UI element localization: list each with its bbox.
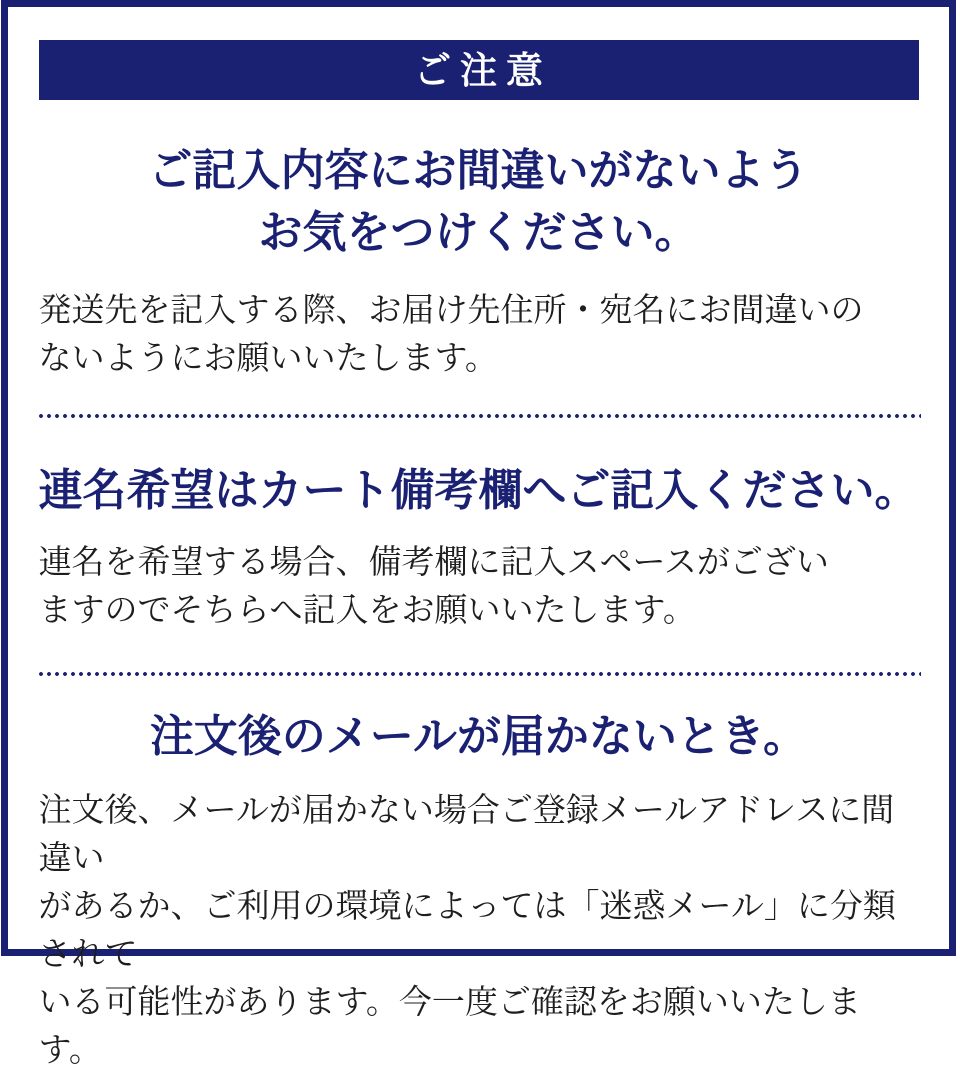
notice-header-bar (39, 40, 919, 100)
section-email-not-received-heading (8, 706, 949, 768)
heading-line: ご記入内容にお間違いがないよう (148, 146, 809, 195)
body-line: 注文後、メールが届かない場合ご登録メールアドレスに間違い (38, 791, 895, 876)
body-line: があるか、ご利用の環境によっては「迷惑メール」に分類されて (38, 887, 896, 972)
card-content (8, 7, 949, 1068)
body-line: 連名を希望する場合、備考欄に記入スペースがござい (38, 543, 829, 580)
notice-title: ご注意 (414, 49, 552, 91)
section-entry-check-body (39, 286, 919, 382)
section-entry-check (8, 100, 949, 382)
heading-line: お気をつけください。 (258, 208, 699, 257)
body-line: ますのでそちらへ記入をお願いいたします。 (38, 591, 696, 628)
section-joint-names (8, 418, 949, 634)
section-email-not-received-body (39, 786, 919, 1074)
section-joint-names-body (39, 538, 919, 634)
section-entry-check-heading (8, 140, 949, 264)
heading-line: 連名希望はカート備考欄へご記入ください。 (38, 466, 919, 515)
body-line: ないようにお願いいたします。 (38, 339, 498, 376)
section-joint-names-heading (8, 460, 949, 522)
body-line: 発送先を記入する際、お届け先住所・宛名にお間違いの (38, 291, 864, 328)
body-line: いる可能性があります。今一度ご確認をお願いいたします。 (38, 983, 861, 1068)
section-email-not-received (8, 676, 949, 1074)
heading-line: 注文後のメールが届かないとき。 (149, 712, 808, 761)
